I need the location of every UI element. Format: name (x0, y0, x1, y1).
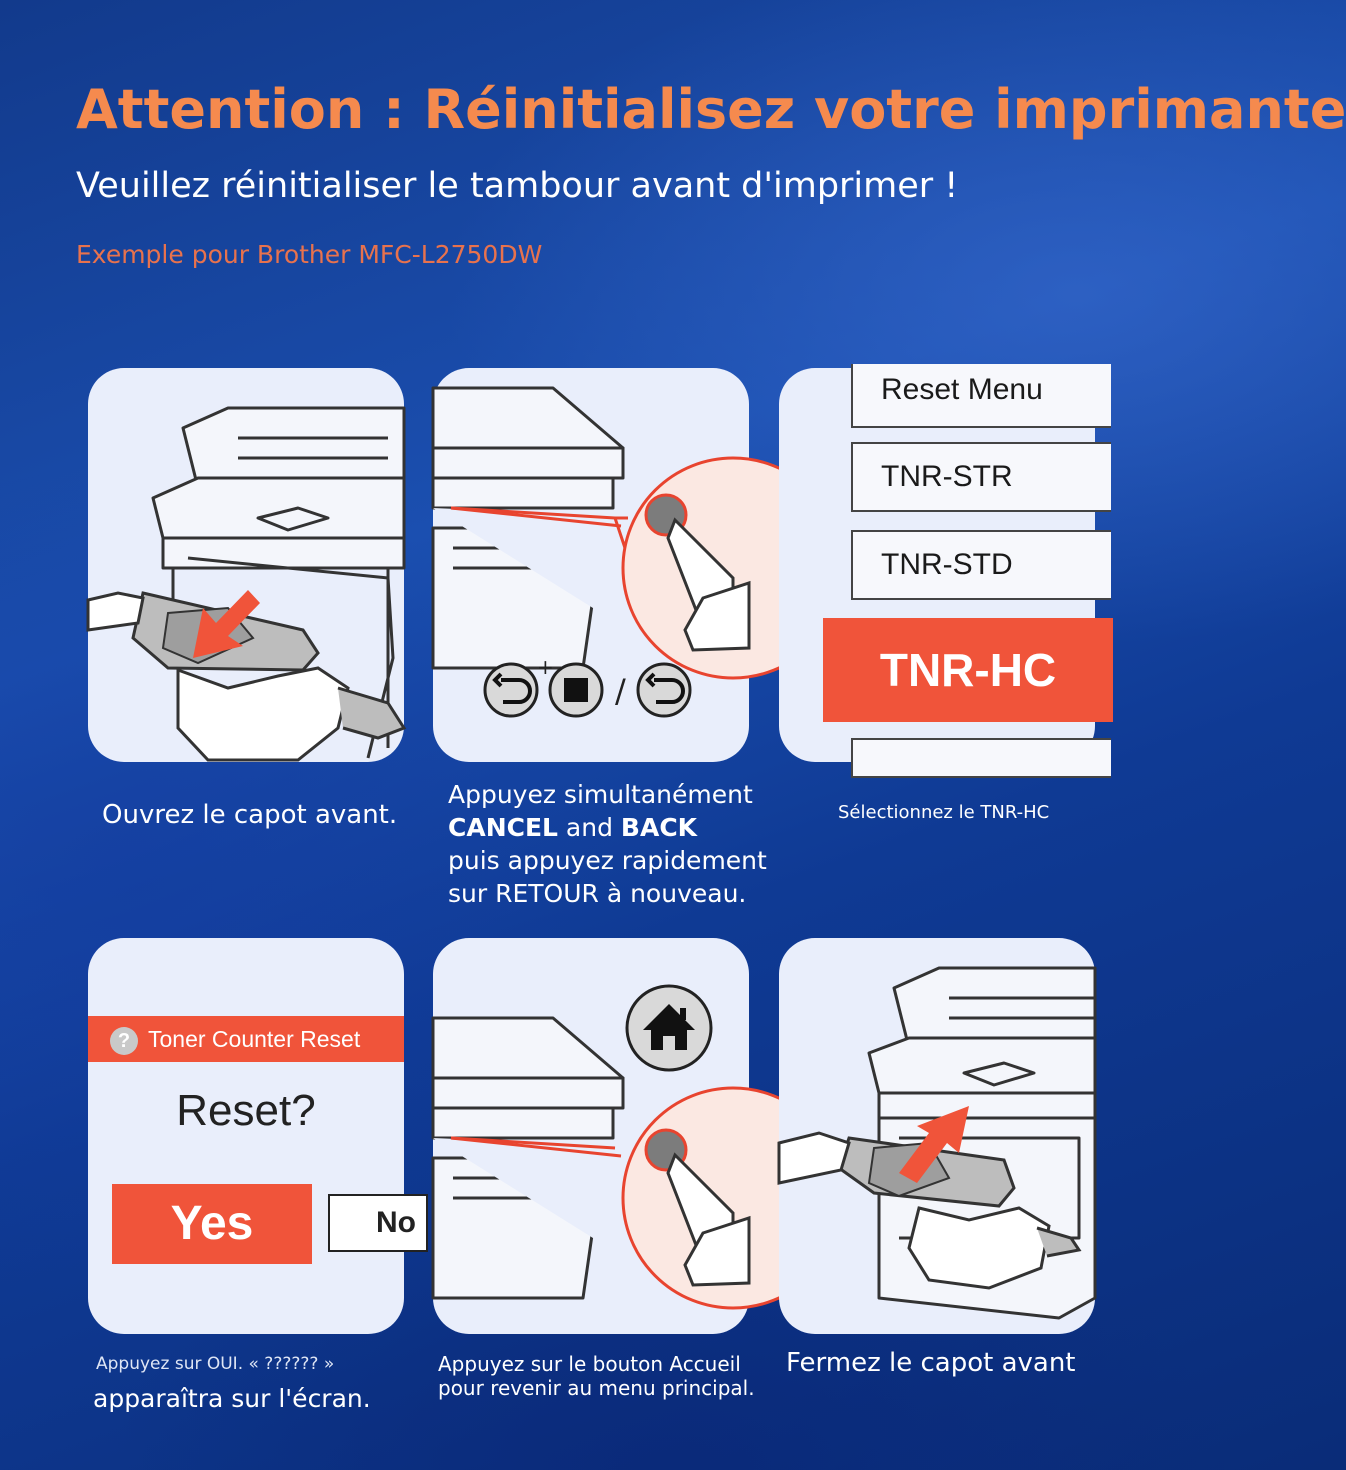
step-5-caption: Appuyez sur le bouton Accueil pour revenir au menu principal. (438, 1352, 755, 1400)
page-subtitle: Veuillez réinitialiser le tambour avant d'imprimer ! (76, 166, 959, 206)
model-example: Exemple pour Brother MFC-L2750DW (76, 240, 543, 269)
step-2-caption-line2 (448, 811, 767, 844)
question-icon: ? (110, 1027, 138, 1055)
menu-item-tnr-std[interactable]: TNR-STD (851, 530, 1111, 600)
step-1-open-cover-panel (88, 368, 404, 762)
menu-item-tnr-str[interactable]: TNR-STR (851, 442, 1111, 512)
printer-open-cover-illustration (88, 368, 404, 762)
menu-item-reset-menu[interactable]: Reset Menu (851, 364, 1111, 428)
back-button-icon-2 (638, 664, 690, 716)
menu-item-partial (851, 738, 1111, 778)
step-2-caption (448, 778, 767, 910)
and-label: and (557, 813, 621, 842)
printer-home-illustration (433, 938, 749, 1334)
step-2-caption-line1: Appuyez simultanément (448, 780, 753, 809)
back-label: BACK (620, 813, 698, 842)
step-2-caption-line4: sur RETOUR à nouveau. (448, 879, 747, 908)
step-4-dialog-panel (88, 938, 416, 1334)
step-2-caption-line3: puis appuyez rapidement (448, 846, 767, 875)
page-title: Attention : Réinitialisez votre imprimante (76, 78, 1346, 141)
step-2-buttons-panel (433, 368, 749, 762)
printer-close-cover-illustration (779, 938, 1095, 1334)
stop-button-icon (550, 664, 602, 716)
printer-control-illustration (433, 368, 749, 762)
step-4-caption-small: Appuyez sur OUI. « ?????? » (96, 1354, 335, 1374)
step-3-menu-panel (779, 368, 1095, 762)
menu-item-tnr-hc-selected[interactable]: TNR-HC (823, 618, 1113, 722)
step-1-caption: Ouvrez le capot avant. (102, 800, 398, 830)
step-4-caption-large: apparaîtra sur l'écran. (93, 1384, 371, 1413)
yes-button[interactable]: Yes (112, 1184, 312, 1264)
no-button[interactable]: No (328, 1194, 428, 1252)
step-3-caption: Sélectionnez le TNR-HC (838, 802, 1050, 823)
step-6-caption: Fermez le capot avant (786, 1348, 1076, 1378)
dialog-title: Toner Counter Reset (148, 1026, 361, 1052)
cancel-label: CANCEL (448, 813, 558, 842)
step-5-home-panel (433, 938, 749, 1334)
reset-question: Reset? (176, 1086, 316, 1135)
dialog-title-bar (88, 1016, 404, 1062)
home-icon (627, 986, 711, 1070)
plus-sign: + (537, 655, 554, 679)
buttons-separator: / (615, 672, 626, 710)
step-6-close-cover-panel (779, 938, 1095, 1334)
back-button-icon (485, 664, 537, 716)
